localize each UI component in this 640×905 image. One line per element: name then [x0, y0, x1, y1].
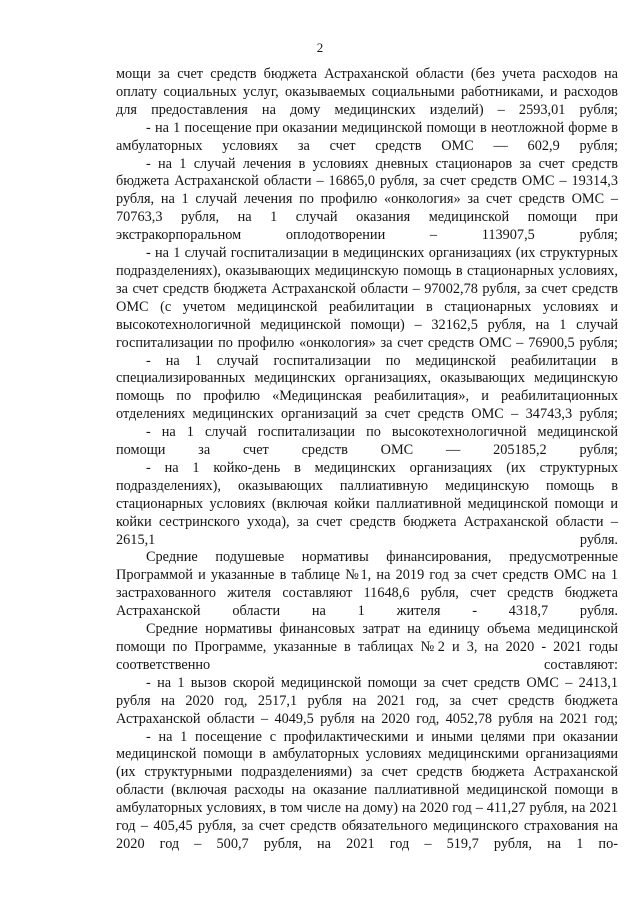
paragraph-per-capita-standards: Средние подушевые нормативы финансирования, предусмотренные Программой и указанные в таблице №1, на 2019 год за счет средств ОМС на 1 застрахованного жителя составляют 11648,6 рубля, счет средств бюджета Астраханской области на 1 жителя - 4318,7 рубля. [116, 549, 618, 620]
paragraph-high-tech-care: - на 1 случай госпитализации по высокотехнологичной медицинской помощи за счет средств ОМС — 205185,2 рубля; [116, 424, 618, 459]
paragraph-ambulance-call: - на 1 вызов скорой медицинской помощи за счет средств ОМС – 2413,1 рубля на 2020 год, 2517,1 рубля на 2021 год, за счет средств бюджета Астраханской области – 4049,5 рубля на 2020 год, 4052,78 рубля на 2021 год; [116, 674, 618, 727]
paragraph-rehabilitation: - на 1 случай госпитализации по медицинской реабилитации в специализированных медицинских организациях, оказывающих медицинскую помощь по профилю «Медицинская реабилитация», и реабилитационных отделениях медицинских организаций за счет средств ОМС – 34743,3 рубля; [116, 352, 618, 423]
paragraph-day-hospital: - на 1 случай лечения в условиях дневных стационаров за счет средств бюджета Астраханской области – 16865,0 рубля, за счет средств ОМС – 19314,3 рубля, на 1 случай лечения по профилю «онкология» за счет средств ОМС – 70763,3 рубля, на 1 случай оказания медицинской помощи при экстракорпоральном оплодотворении – 113907,5 рубля; [116, 155, 618, 244]
paragraph-cost-standards-intro: Средние нормативы финансовых затрат на единицу объема медицинской помощи по Программе, указанные в таблицах №2 и 3, на 2020 - 2021 годы соответственно составляют: [116, 621, 618, 673]
document-body [116, 66, 618, 854]
paragraph-emergency-visit: - на 1 посещение при оказании медицинской помощи в неотложной форме в амбулаторных условиях за счет средств ОМС — 602,9 рубля; [116, 119, 618, 154]
paragraph-hospitalization: - на 1 случай госпитализации в медицинских организациях (их структурных подразделениях), оказывающих медицинскую помощь в стационарных условиях, за счет средств бюджета Астраханской области – 97002,78 рубля, за счет средств ОМС (с учетом медицинской реабилитации в стационарных условиях и высокотехнологичной медицинской помощи) – 32162,5 рубля, на 1 случай госпитализации по профилю «онкология» за счет средств ОМС – 76900,5 рубля; [116, 245, 618, 351]
paragraph-preventive-visit: - на 1 посещение с профилактическими и иными целями при оказании медицинской помощи в амбулаторных условиях медицинскими организациями (их структурными подразделениями) за счет средств бюджета Астраханской области (включая расходы на оказание паллиативной медицинской помощи в амбулаторных условиях, в том числе на дому) на 2020 год – 411,27 рубля, на 2021 год – 405,45 рубля, за счет средств обязательного медицинского страхования на 2020 год – 500,7 рубля, на 2021 год – 519,7 рубля, на 1 по- [116, 728, 618, 852]
paragraph-palliative-bed-day: - на 1 койко-день в медицинских организациях (их структурных подразделениях), оказывающих паллиативную медицинскую помощь в стационарных условиях (включая койки паллиативной медицинской помощи и койки сестринского ухода), за счет средств бюджета Астраханской области – 2615,1 рубля. [116, 459, 618, 548]
paragraph-continuation: мощи за счет средств бюджета Астраханской области (без учета расходов на оплату социальных услуг, оказываемых социальными работниками, и расходов для предоставления на дому медицинских изделий) – 2593,01 рубля; [116, 66, 618, 118]
page-number: 2 [316, 40, 324, 55]
